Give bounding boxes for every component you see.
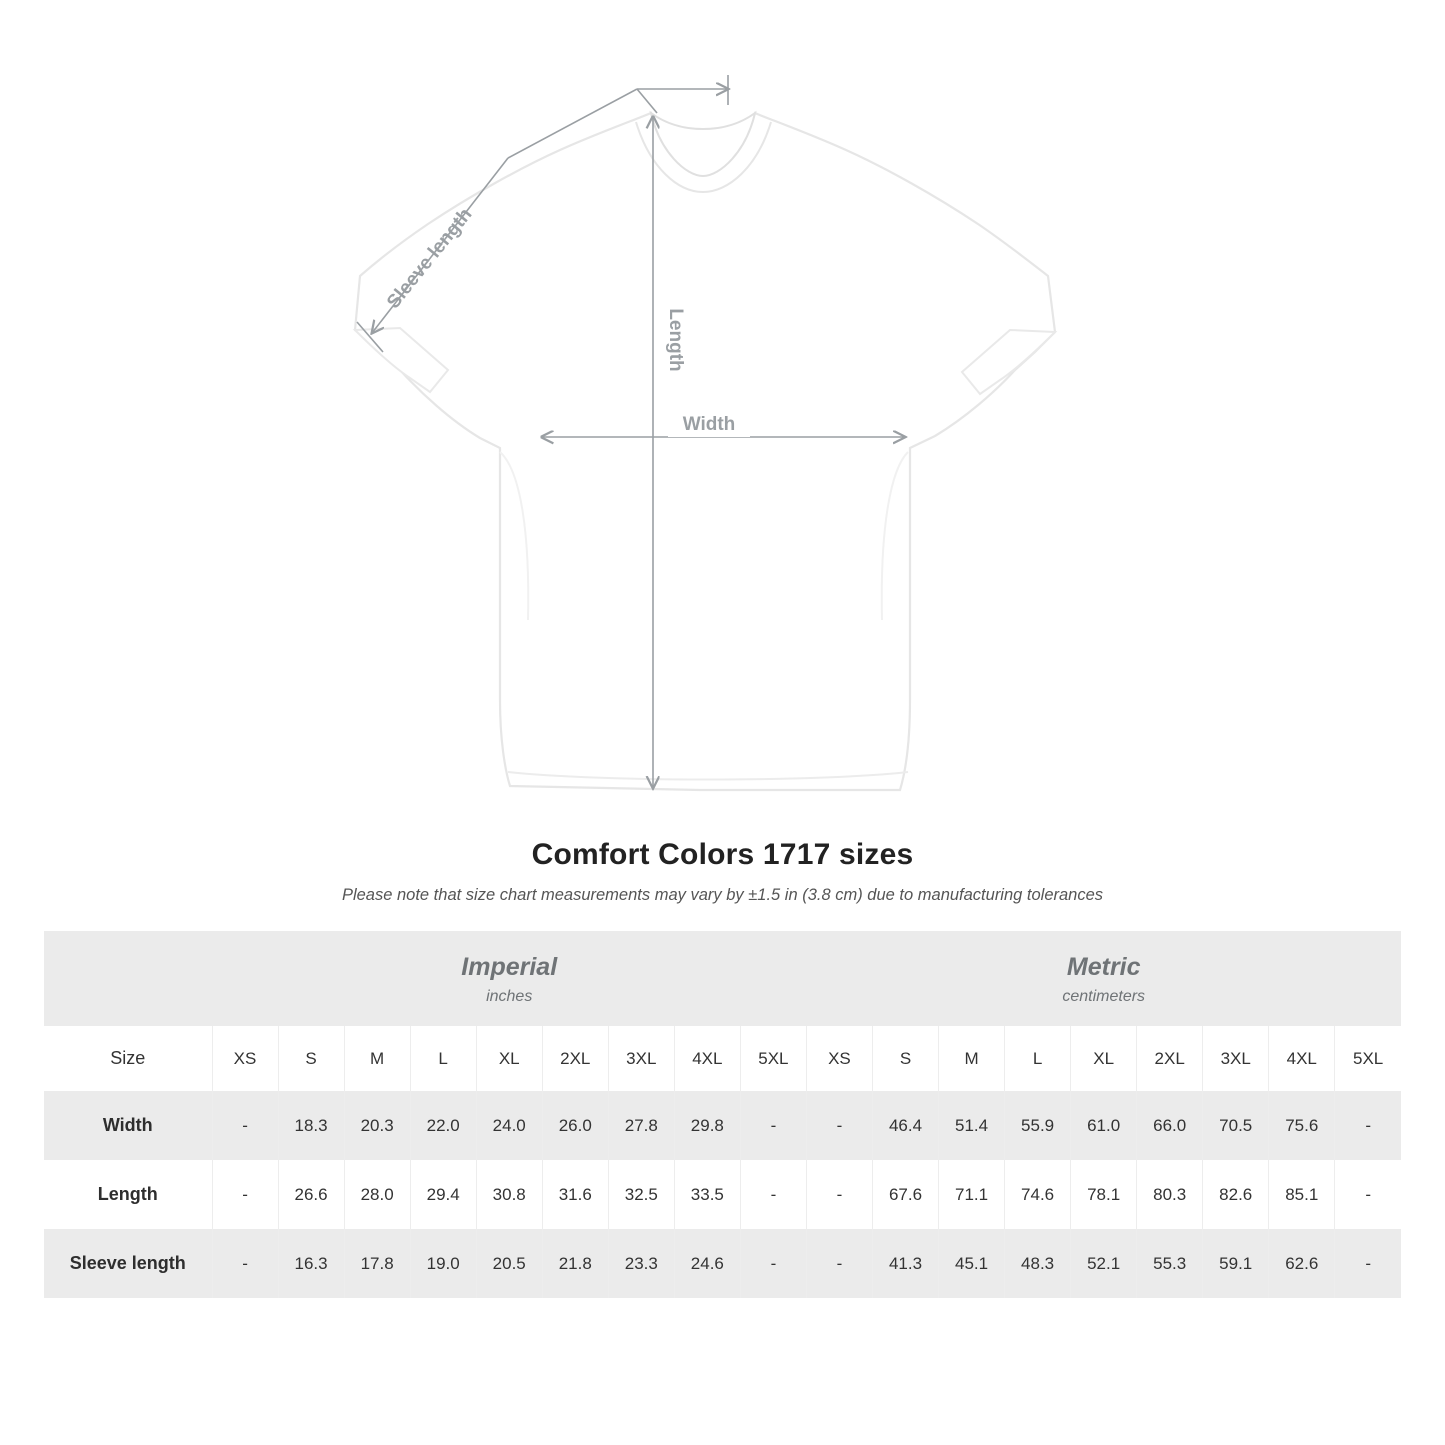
cell: 61.0 <box>1071 1091 1137 1160</box>
metric-sub: centimeters <box>1062 988 1146 1005</box>
cell: - <box>806 1091 872 1160</box>
cell: - <box>740 1229 806 1298</box>
cell: - <box>806 1160 872 1229</box>
size-header-cell: XS <box>806 1026 872 1091</box>
size-header-cell: 2XL <box>1137 1026 1203 1091</box>
imperial-sub: inches <box>486 988 533 1005</box>
size-header-cell: 2XL <box>542 1026 608 1091</box>
size-header-cell: XS <box>212 1026 278 1091</box>
cell: 46.4 <box>872 1091 938 1160</box>
cell: 24.6 <box>674 1229 740 1298</box>
cell: 85.1 <box>1269 1160 1335 1229</box>
cell: 31.6 <box>542 1160 608 1229</box>
unit-header-spacer <box>44 931 212 1026</box>
unit-header-row <box>44 931 1401 1026</box>
cell: 82.6 <box>1203 1160 1269 1229</box>
cell: - <box>212 1160 278 1229</box>
size-header-row <box>44 1026 1401 1091</box>
cell: 33.5 <box>674 1160 740 1229</box>
cell: 52.1 <box>1071 1229 1137 1298</box>
cell: 20.5 <box>476 1229 542 1298</box>
size-header-cell: 3XL <box>1203 1026 1269 1091</box>
size-header-cell: 4XL <box>1269 1026 1335 1091</box>
cell: 21.8 <box>542 1229 608 1298</box>
cell: 26.6 <box>278 1160 344 1229</box>
cell: - <box>1335 1091 1401 1160</box>
size-header-cell: 5XL <box>1335 1026 1401 1091</box>
metric-name: Metric <box>1066 953 1141 981</box>
cell: 17.8 <box>344 1229 410 1298</box>
size-header-cell: XL <box>476 1026 542 1091</box>
cell: 74.6 <box>1005 1160 1071 1229</box>
cell: 78.1 <box>1071 1160 1137 1229</box>
size-header-cell: M <box>344 1026 410 1091</box>
cell: 48.3 <box>1005 1229 1071 1298</box>
cell: 22.0 <box>410 1091 476 1160</box>
size-header-cell: S <box>278 1026 344 1091</box>
cell: 75.6 <box>1269 1091 1335 1160</box>
cell: 55.3 <box>1137 1229 1203 1298</box>
cell: 30.8 <box>476 1160 542 1229</box>
size-table-wrapper <box>0 931 1445 1298</box>
cell: 20.3 <box>344 1091 410 1160</box>
cell: 80.3 <box>1137 1160 1203 1229</box>
size-header-cell: XL <box>1071 1026 1137 1091</box>
cell: - <box>1335 1160 1401 1229</box>
size-header-cell: S <box>872 1026 938 1091</box>
cell: - <box>740 1160 806 1229</box>
table-row <box>44 1091 1401 1160</box>
cell: 51.4 <box>939 1091 1005 1160</box>
imperial-name: Imperial <box>461 953 558 981</box>
title-block <box>0 838 1445 905</box>
size-header-cell: M <box>939 1026 1005 1091</box>
size-header-cell: 4XL <box>674 1026 740 1091</box>
unit-header-metric <box>806 931 1401 1026</box>
cell: - <box>212 1229 278 1298</box>
page-title: Comfort Colors 1717 sizes <box>531 838 914 871</box>
size-header-cell: 3XL <box>608 1026 674 1091</box>
cell: 29.8 <box>674 1091 740 1160</box>
size-header-label: Size <box>44 1026 212 1091</box>
cell: 55.9 <box>1005 1091 1071 1160</box>
cell: 23.3 <box>608 1229 674 1298</box>
table-row <box>44 1160 1401 1229</box>
cell: 70.5 <box>1203 1091 1269 1160</box>
cell: 19.0 <box>410 1229 476 1298</box>
row-label-length: Length <box>44 1160 212 1229</box>
tolerance-note: Please note that size chart measurements may vary by ±1.5 in (3.8 cm) due to manufacturing tolerances <box>341 886 1104 904</box>
size-header-cell: L <box>1005 1026 1071 1091</box>
cell: 32.5 <box>608 1160 674 1229</box>
cell: 66.0 <box>1137 1091 1203 1160</box>
cell: 16.3 <box>278 1229 344 1298</box>
cell: 24.0 <box>476 1091 542 1160</box>
cell: 62.6 <box>1269 1229 1335 1298</box>
row-label-width: Width <box>44 1091 212 1160</box>
width-label: Width <box>682 414 736 435</box>
cell: 59.1 <box>1203 1229 1269 1298</box>
cell: 41.3 <box>872 1229 938 1298</box>
size-table <box>44 931 1401 1298</box>
cell: 71.1 <box>939 1160 1005 1229</box>
cell: - <box>212 1091 278 1160</box>
cell: 45.1 <box>939 1229 1005 1298</box>
cell: - <box>1335 1229 1401 1298</box>
cell: - <box>806 1229 872 1298</box>
size-header-cell: L <box>410 1026 476 1091</box>
unit-header-imperial <box>212 931 806 1026</box>
length-label: Length <box>665 308 686 372</box>
cell: 26.0 <box>542 1091 608 1160</box>
table-row <box>44 1229 1401 1298</box>
cell: 28.0 <box>344 1160 410 1229</box>
size-header-cell: 5XL <box>740 1026 806 1091</box>
cell: 27.8 <box>608 1091 674 1160</box>
cell: - <box>740 1091 806 1160</box>
cell: 67.6 <box>872 1160 938 1229</box>
cell: 18.3 <box>278 1091 344 1160</box>
cell: 29.4 <box>410 1160 476 1229</box>
sleeve-length-label: Sleeve length <box>383 204 477 313</box>
row-label-sleeve-length: Sleeve length <box>44 1229 212 1298</box>
